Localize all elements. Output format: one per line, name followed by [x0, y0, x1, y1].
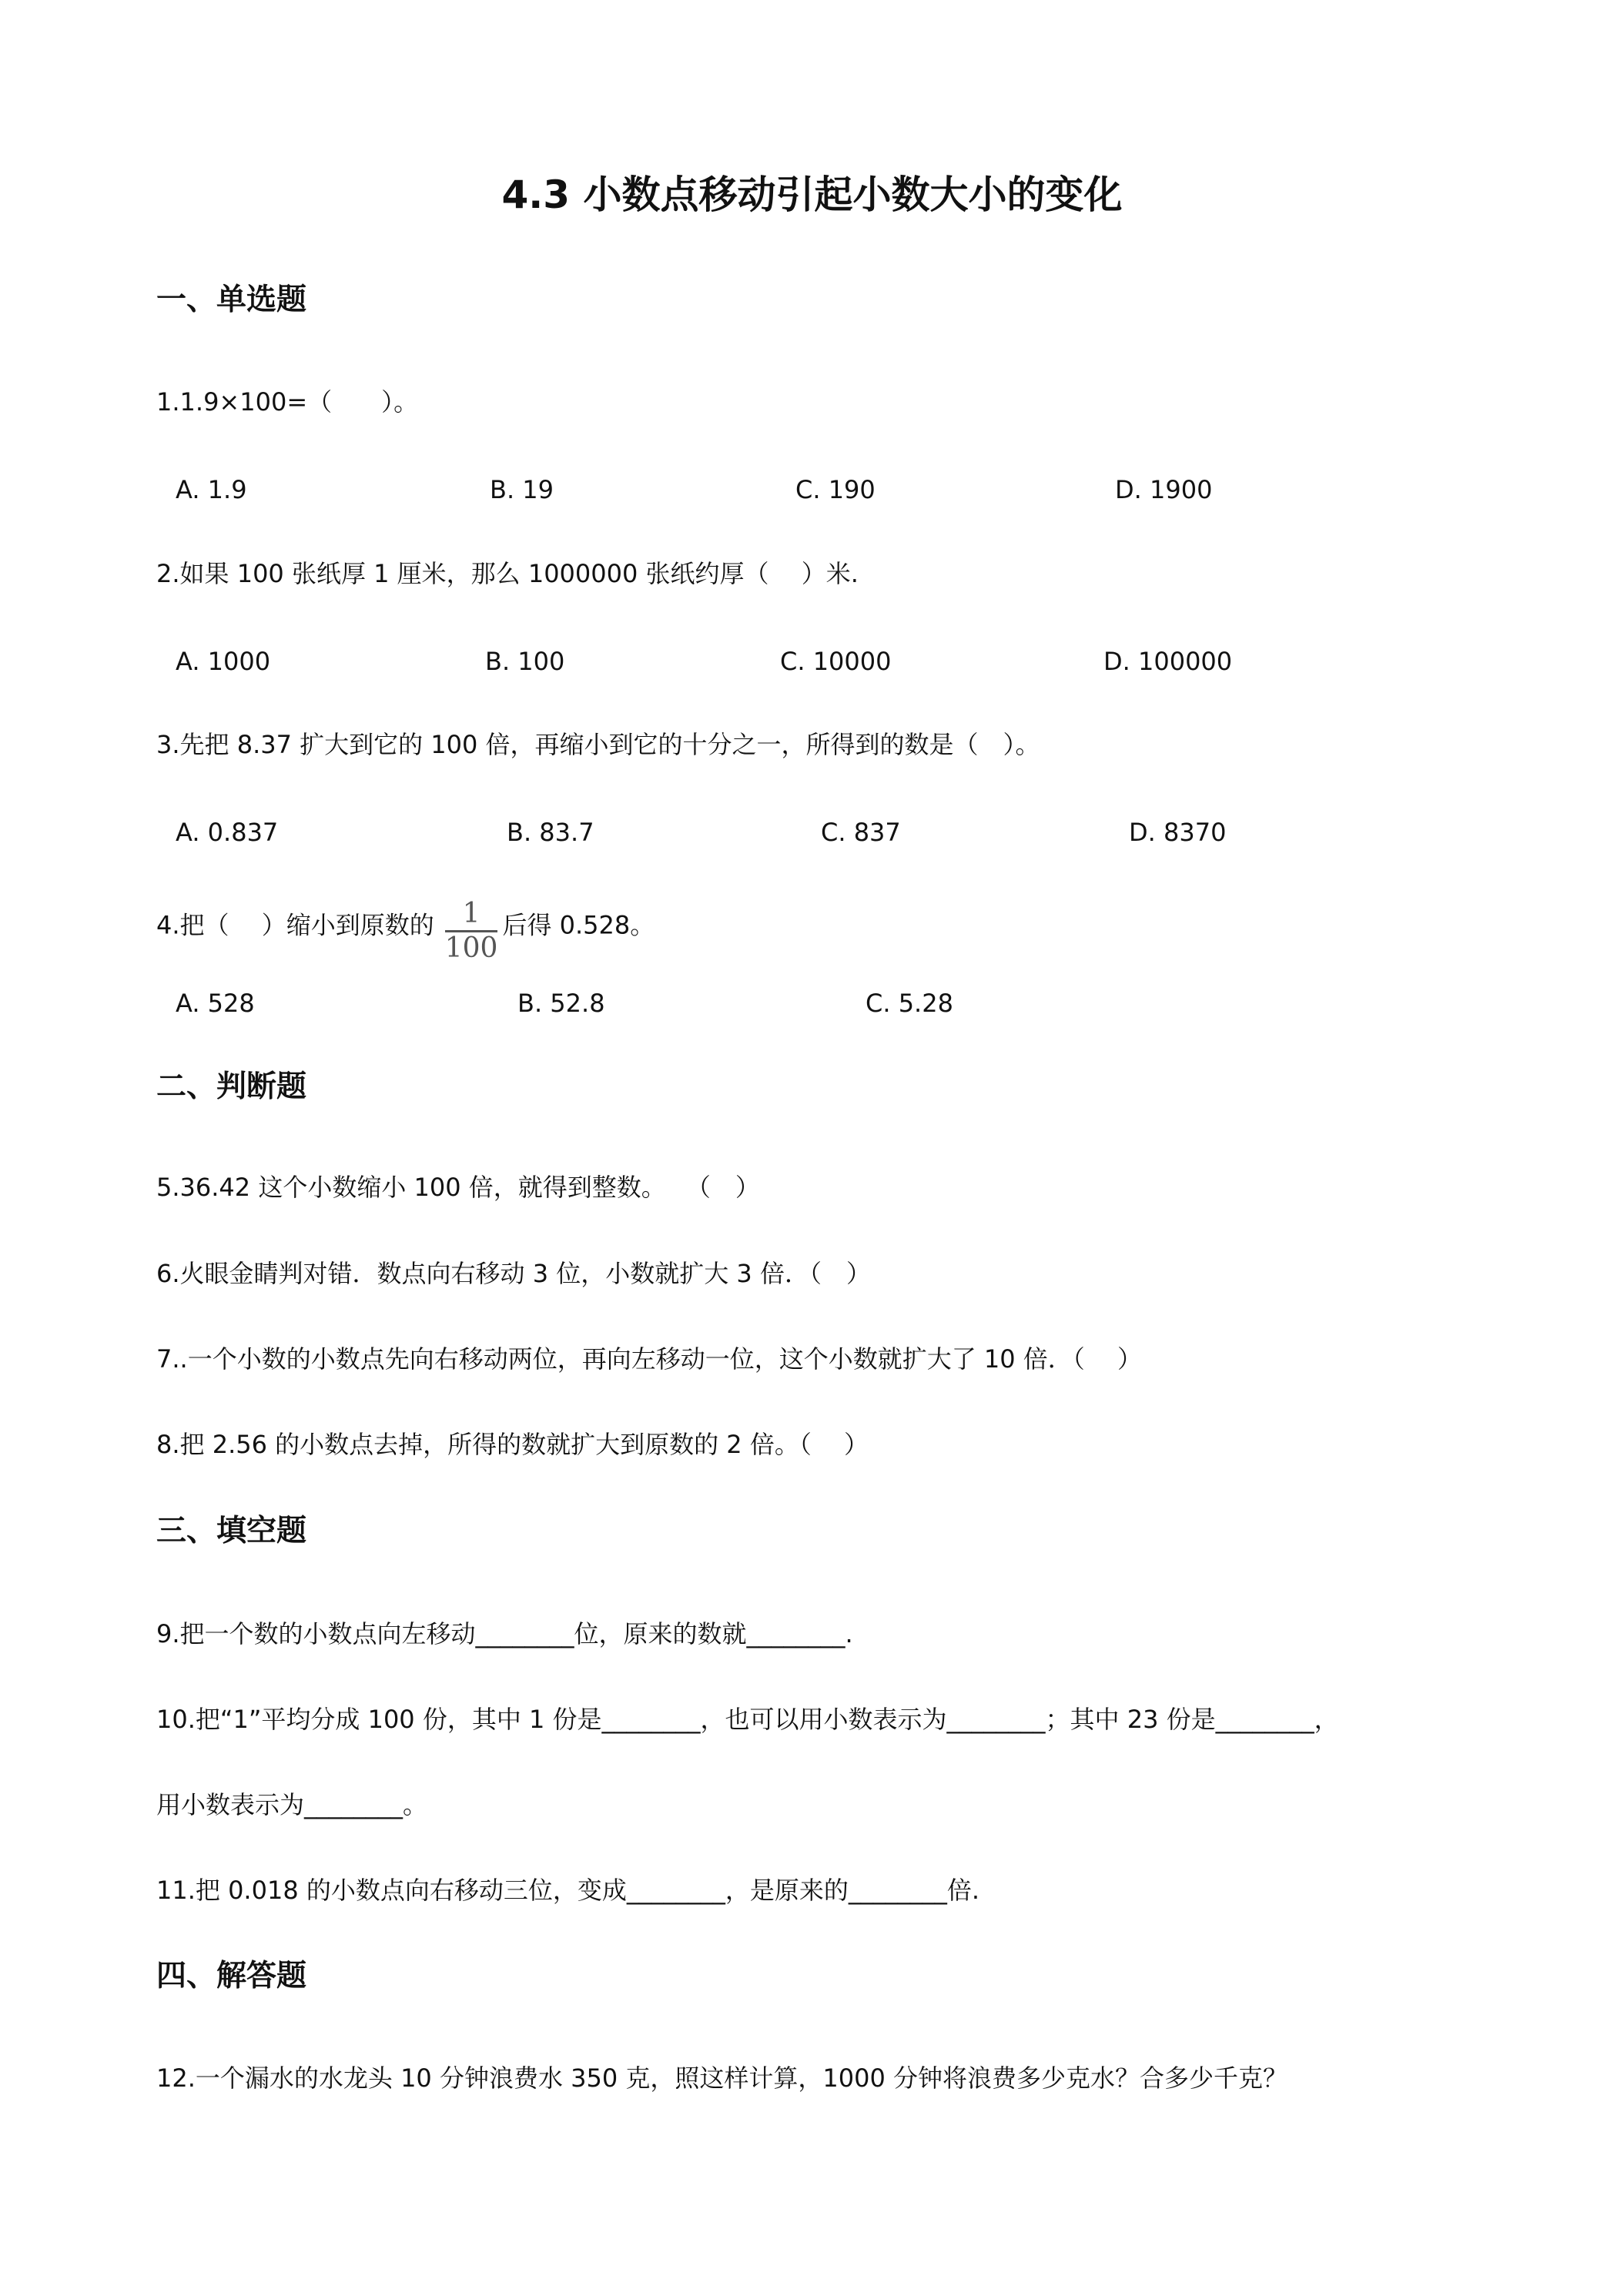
- fraction-one-hundredth: [445, 899, 498, 963]
- question-5: 5.36.42 这个小数缩小 100 倍，就得到整数。 （ ）: [156, 1173, 760, 1202]
- question-9: 9.把一个数的小数点向左移动________位，原来的数就________.: [156, 1619, 853, 1648]
- section-heading-true-false: 二、判断题: [156, 1069, 307, 1104]
- question-8: 8.把 2.56 的小数点去掉，所得的数就扩大到原数的 2 倍。（ ）: [156, 1430, 869, 1459]
- question-2-option-d: D. 100000: [1103, 647, 1233, 676]
- question-11: 11.把 0.018 的小数点向右移动三位，变成________，是原来的________倍.: [156, 1876, 980, 1905]
- question-1-option-a: A. 1.9: [176, 475, 247, 504]
- question-2-stem: 2.如果 100 张纸厚 1 厘米，那么 1000000 张纸约厚（ ）米.: [156, 559, 859, 588]
- question-3-option-b: B. 83.7: [507, 818, 594, 847]
- fraction-numerator: 1: [462, 898, 481, 929]
- question-2-option-a: A. 1000: [176, 647, 271, 676]
- question-3-option-d: D. 8370: [1129, 818, 1227, 847]
- question-1-option-b: B. 19: [490, 475, 554, 504]
- question-3-option-c: C. 837: [821, 818, 901, 847]
- section-heading-single-choice: 一、单选题: [156, 283, 307, 317]
- section-heading-word-problems: 四、解答题: [156, 1959, 307, 1993]
- question-3-stem: 3.先把 8.37 扩大到它的 100 倍，再缩小到它的十分之一，所得到的数是（ ）。: [156, 730, 1040, 759]
- page-title: 4.3 小数点移动引起小数大小的变化: [501, 172, 1123, 217]
- question-1-option-c: C. 190: [795, 475, 876, 504]
- question-4-option-a: A. 528: [176, 989, 255, 1018]
- question-4-stem: [156, 895, 655, 964]
- question-10-line-1: 10.把“1”平均分成 100 份，其中 1 份是________，也可以用小数表示为________；其中 23 份是________，: [156, 1705, 1339, 1734]
- question-4-option-b: B. 52.8: [517, 989, 605, 1018]
- question-4-stem-before: 4.把（ ）缩小到原数的: [156, 910, 434, 940]
- fraction-denominator: 100: [444, 932, 498, 964]
- question-10-line-2: 用小数表示为________。: [156, 1790, 428, 1819]
- question-1-stem: 1.1.9×100=（ ）。: [156, 387, 419, 417]
- question-4-option-c: C. 5.28: [866, 989, 953, 1018]
- question-12: 12.一个漏水的水龙头 10 分钟浪费水 350 克，照这样计算，1000 分钟将浪费多少克水？合多少千克？: [156, 2063, 1287, 2093]
- section-heading-fill-in: 三、填空题: [156, 1514, 307, 1548]
- question-6: 6.火眼金睛判对错．数点向右移动 3 位，小数就扩大 3 倍．（ ）: [156, 1259, 871, 1288]
- question-3-option-a: A. 0.837: [176, 818, 279, 847]
- question-2-option-c: C. 10000: [780, 647, 892, 676]
- question-7: 7..一个小数的小数点先向右移动两位，再向左移动一位，这个小数就扩大了 10 倍．（ ）: [156, 1344, 1142, 1374]
- question-4-stem-after: 后得 0.528。: [502, 910, 655, 940]
- question-1-option-d: D. 1900: [1115, 475, 1213, 504]
- question-2-option-b: B. 100: [485, 647, 565, 676]
